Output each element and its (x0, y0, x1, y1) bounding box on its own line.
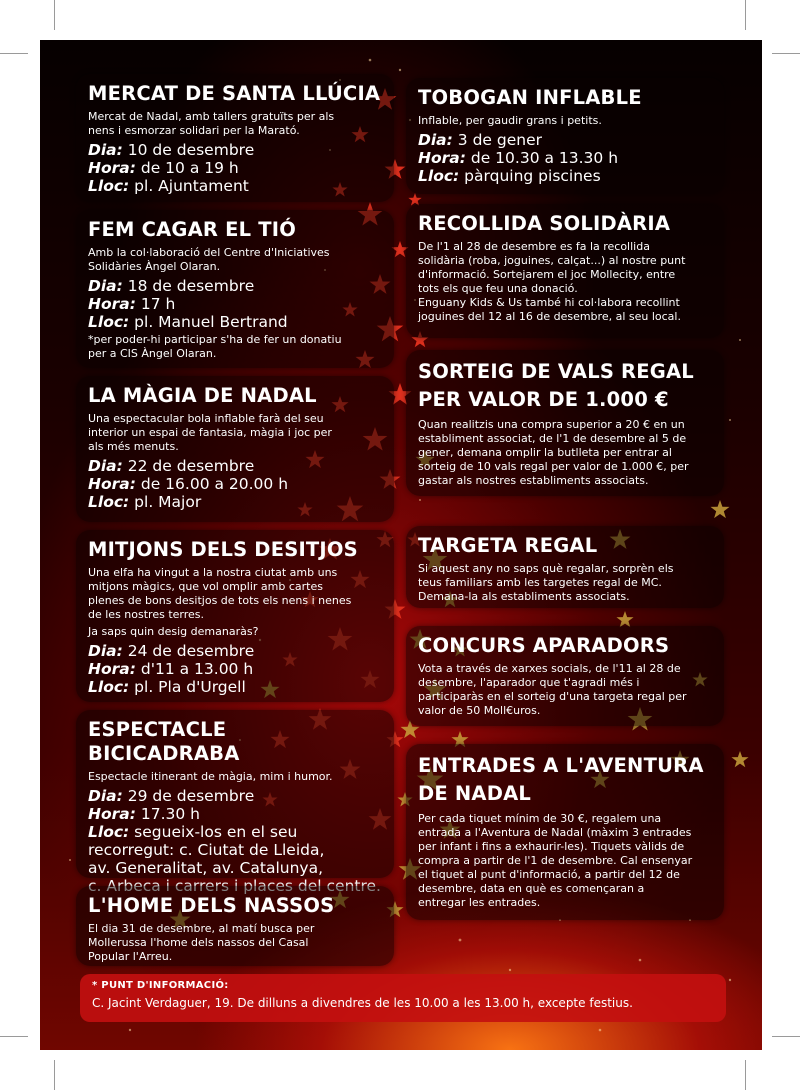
event-date: Dia: 18 de desembre (88, 277, 255, 295)
event-date: Dia: 10 de desembre (88, 141, 255, 159)
event-date: Dia: 22 de desembre (88, 457, 255, 475)
info-point-bar (80, 974, 726, 1022)
event-title: L'HOME DELS NASSOS (88, 894, 335, 917)
event-description: Quan realitzis una compra superior a 20 € en un establiment associat, de l'1 de desembre al 5 de gener, demana omplir la butlleta per entrar al sorteig de 10 vals regal per valor de 1.000 €, per gastar als nostres establiments associats. (418, 418, 689, 487)
event-card-home-dels-nassos (76, 886, 394, 966)
event-description: Una espectacular bola inflable farà del seu interior un espai de fantasia, màgia i joc per als més menuts. (88, 412, 332, 453)
event-time: Hora: d'11 a 13.00 h (88, 660, 254, 678)
event-title: ESPECTACLE BICICADRABA (88, 718, 240, 765)
crop-mark (772, 53, 800, 54)
event-card-magia-de-nadal (76, 376, 394, 522)
event-time: Hora: de 10 a 19 h (88, 159, 239, 177)
event-title: SORTEIG DE VALS REGAL PER VALOR DE 1.000 € (418, 360, 694, 411)
poster (40, 40, 762, 1050)
event-card-mitjons-dels-desitjos (76, 530, 394, 702)
event-place: Lloc: segueix-los en el seu (88, 823, 298, 841)
crop-mark (54, 1060, 55, 1090)
info-point-address: C. Jacint Verdaguer, 19. De dilluns a divendres de les 10.00 a les 13.00 h, excepte festius. (92, 996, 633, 1010)
crop-mark (772, 1036, 800, 1037)
event-place: Lloc: pl. Pla d'Urgell (88, 678, 246, 696)
event-card-sorteig-vals-regal (406, 350, 724, 496)
event-time: Hora: de 10.30 a 13.30 h (418, 149, 619, 167)
event-date: Dia: 29 de desembre (88, 787, 255, 805)
event-place: Lloc: pl. Manuel Bertrand (88, 313, 288, 331)
event-title: LA MÀGIA DE NADAL (88, 384, 317, 407)
event-description: Per cada tiquet mínim de 30 €, regalem una entrada a l'Aventura de Nadal (màxim 3 entrades per infant i fins a exhaurir-les). Tiquets vàlids de compra a partir de l'1 de desembre. Cal ensenyar el tiquet al punt d'informació, a partir del 12 de desembre, data en què es començaran a entregar les entrades. (418, 812, 693, 909)
event-title: RECOLLIDA SOLIDÀRIA (418, 212, 671, 235)
event-place: Lloc: pàrquing piscines (418, 167, 601, 185)
event-date: Dia: 24 de desembre (88, 642, 255, 660)
event-time: Hora: 17.30 h (88, 805, 200, 823)
event-description: Vota a través de xarxes socials, de l'11 al 28 de desembre, l'aparador que t'agradi més i participaràs en el sorteig d'una targeta regal per valor de 50 Moll€uros. (418, 662, 687, 717)
event-title: ENTRADES A L'AVENTURA DE NADAL (418, 754, 704, 805)
event-time: Hora: 17 h (88, 295, 176, 313)
event-description: Si aquest any no saps què regalar, sorprèn els teus familiars amb les targetes regal de MC. Demana-la als establiments associats. (418, 562, 674, 603)
event-date: Dia: 3 de gener (418, 131, 542, 149)
info-point-label: * PUNT D'INFORMACIÓ: (92, 980, 229, 991)
event-card-recollida-solidaria (406, 204, 724, 338)
event-description: De l'1 al 28 de desembre es fa la recollida solidària (roba, joguines, calçat...) al nostre punt d'informació. Sortejarem el joc Mollecity, entre tots els que feu una donació. Enguany Kids & Us també hi col·labora recollint joguines del 12 al 16 de desembre, al seu local. (418, 240, 686, 323)
event-title: TOBOGAN INFLABLE (418, 86, 642, 109)
event-place: Lloc: pl. Major (88, 493, 202, 511)
event-route: av. Generalitat, av. Catalunya, (88, 859, 323, 877)
event-note: *per poder-hi participar s'ha de fer un donatiu per a CIS Àngel Olaran. (88, 333, 342, 360)
event-description: Inflable, per gaudir grans i petits. (418, 114, 602, 127)
event-card-aventura-de-nadal (406, 744, 724, 920)
event-title: MERCAT DE SANTA LLÚCIA (88, 82, 381, 105)
event-title: FEM CAGAR EL TIÓ (88, 218, 297, 241)
crop-mark (54, 0, 55, 30)
event-title: TARGETA REGAL (418, 534, 598, 557)
event-route: recorregut: c. Ciutat de Lleida, (88, 841, 325, 859)
event-card-tobogan-inflable (406, 78, 724, 194)
event-card-concurs-aparadors (406, 626, 724, 726)
event-description: Mercat de Nadal, amb tallers gratuïts per als nens i esmorzar solidari per la Marató. (88, 110, 335, 137)
crop-mark (0, 53, 28, 54)
crop-mark (745, 1060, 746, 1090)
event-card-targeta-regal (406, 526, 724, 608)
event-description: Amb la col·laboració del Centre d'Iniciatives Solidàries Àngel Olaran. (88, 246, 330, 273)
event-place: Lloc: pl. Ajuntament (88, 177, 249, 195)
event-title: CONCURS APARADORS (418, 634, 670, 657)
event-card-mercat-santa-llucia (76, 74, 394, 202)
event-description: Una elfa ha vingut a la nostra ciutat amb uns mitjons màgics, que vol omplir amb cartes plenes de bons desitjos de tots els nens i nenes de les nostres terres. Ja saps quin desig demanaràs? (88, 566, 352, 638)
event-time: Hora: de 16.00 a 20.00 h (88, 475, 289, 493)
crop-mark (0, 1036, 28, 1037)
event-title: MITJONS DELS DESITJOS (88, 538, 358, 561)
event-description: El dia 31 de desembre, al matí busca per Mollerussa l'home dels nassos del Casal Popular l'Arreu. (88, 922, 315, 963)
event-card-fem-cagar-el-tio (76, 210, 394, 368)
event-description: Espectacle itinerant de màgia, mim i humor. (88, 770, 333, 783)
event-card-espectacle-bicicadraba (76, 710, 394, 878)
crop-mark (745, 0, 746, 30)
